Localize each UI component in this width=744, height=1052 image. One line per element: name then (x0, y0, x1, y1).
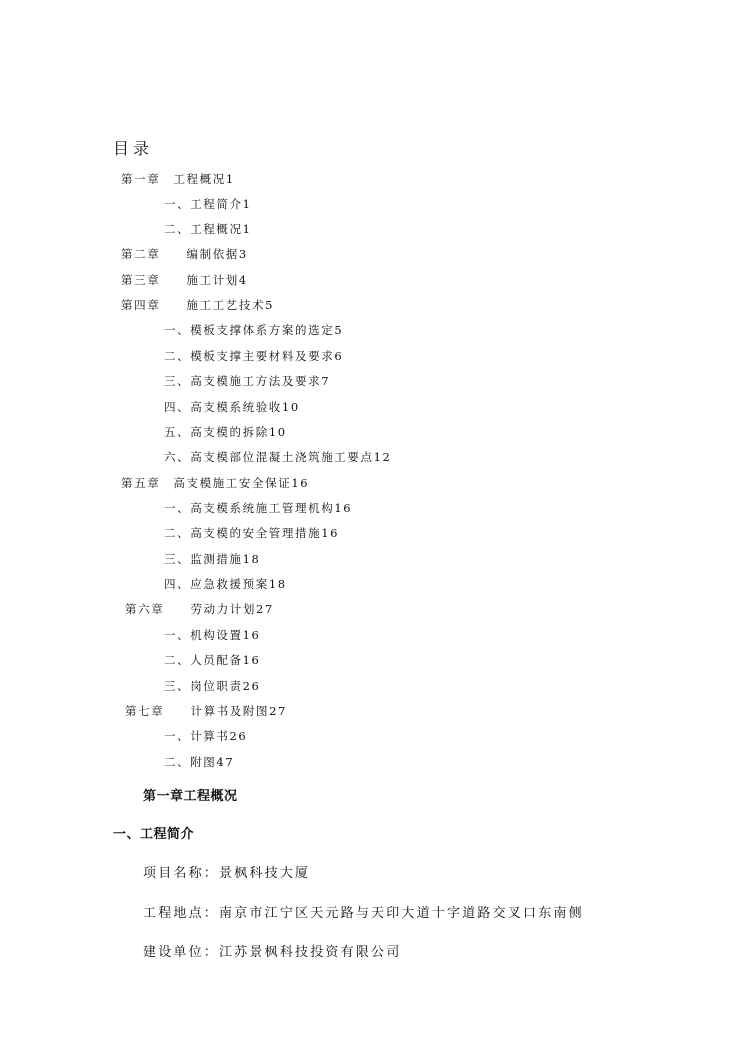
toc-entry-page: 27 (256, 602, 274, 616)
toc-entry-section[interactable] (164, 729, 247, 743)
section-heading: 一、工程简介 (113, 827, 195, 842)
toc-entry-section[interactable] (164, 400, 300, 414)
toc-entry-page: 47 (216, 755, 235, 769)
toc-entry-label: 第七章 计算书及附图 (125, 704, 270, 718)
toc-entry-section[interactable] (164, 501, 352, 515)
toc-entry-label: 一、高支模系统施工管理机构 (164, 501, 335, 515)
toc-entry-page: 1 (242, 197, 252, 211)
toc-entry-page: 6 (334, 349, 344, 363)
toc-entry-label: 五、高支模的拆除 (164, 425, 269, 439)
toc-entry-page: 27 (269, 704, 287, 718)
info-client (143, 941, 401, 960)
toc-entry-label: 二、高支模的安全管理措施 (164, 526, 322, 540)
toc-entry-section[interactable] (164, 755, 234, 769)
toc-entry-chapter-3[interactable] (121, 273, 248, 287)
toc-entry-chapter-5[interactable] (121, 476, 309, 490)
toc-entry-label: 第四章 施工工艺技术 (121, 298, 266, 312)
toc-entry-page: 4 (238, 273, 248, 287)
info-value: 江苏景枫科技投资有限公司 (219, 945, 402, 960)
toc-entry-page: 16 (334, 501, 353, 515)
toc-entry-page: 18 (242, 552, 261, 566)
toc-entry-section[interactable] (164, 450, 391, 464)
toc-entry-section[interactable] (164, 653, 260, 667)
toc-entry-chapter-6[interactable] (125, 602, 274, 616)
info-label: 工程地点： (143, 906, 220, 921)
toc-entry-section[interactable] (164, 323, 343, 337)
toc-entry-label: 四、高支模系统验收 (164, 400, 282, 414)
toc-entry-page: 5 (334, 323, 344, 337)
toc-entry-page: 3 (238, 247, 248, 261)
toc-entry-label: 一、计算书 (164, 729, 230, 743)
toc-entry-label: 第二章 编制依据 (121, 247, 239, 261)
toc-entry-label: 第六章 劳动力计划 (125, 602, 256, 616)
toc-entry-page: 18 (268, 577, 287, 591)
info-project-name (143, 862, 310, 881)
toc-entry-page: 1 (225, 172, 235, 186)
toc-entry-page: 26 (229, 729, 248, 743)
toc-entry-page: 26 (242, 679, 261, 693)
toc-entry-page: 7 (321, 374, 331, 388)
toc-entry-section[interactable] (164, 552, 260, 566)
info-project-location (143, 902, 584, 921)
toc-entry-label: 第三章 施工计划 (121, 273, 239, 287)
toc-entry-label: 二、工程概况 (164, 222, 243, 236)
toc-entry-section[interactable] (164, 425, 287, 439)
toc-entry-label: 四、应急救援预案 (164, 577, 269, 591)
toc-entry-section[interactable] (164, 679, 260, 693)
toc-entry-chapter-7[interactable] (125, 704, 287, 718)
toc-entry-section[interactable] (164, 374, 330, 388)
toc-entry-label: 二、模板支撑主要材料及要求 (164, 349, 335, 363)
toc-entry-page: 10 (268, 425, 287, 439)
toc-entry-chapter-2[interactable] (121, 247, 248, 261)
info-label: 建设单位： (143, 945, 220, 960)
toc-entry-chapter-4[interactable] (121, 298, 274, 312)
info-label: 项目名称： (143, 866, 220, 881)
toc-entry-label: 一、工程简介 (164, 197, 243, 211)
toc-entry-page: 1 (242, 222, 252, 236)
toc-entry-label: 二、附图 (164, 755, 217, 769)
toc-entry-label: 第一章 工程概况 (121, 172, 226, 186)
toc-entry-label: 第五章 高支模施工安全保证 (121, 476, 292, 490)
toc-entry-section[interactable] (164, 577, 287, 591)
toc-entry-label: 一、模板支撑体系方案的选定 (164, 323, 335, 337)
toc-entry-page: 5 (265, 298, 275, 312)
toc-entry-label: 三、高支模施工方法及要求 (164, 374, 322, 388)
toc-entry-label: 二、人员配备 (164, 653, 243, 667)
chapter-heading: 第一章工程概况 (143, 789, 238, 804)
toc-entry-page: 16 (291, 476, 310, 490)
toc-entry-page: 10 (281, 400, 300, 414)
info-value: 景枫科技大厦 (219, 866, 311, 881)
toc-entry-section[interactable] (164, 349, 343, 363)
toc-entry-section[interactable] (164, 526, 339, 540)
toc-entry-label: 六、高支模部位混凝土浇筑施工要点 (164, 450, 374, 464)
toc-title: 目录 (113, 139, 154, 158)
toc-entry-section[interactable] (164, 628, 260, 642)
info-value: 南京市江宁区天元路与天印大道十字道路交叉口东南侧 (219, 906, 584, 921)
toc-entry-section[interactable] (164, 197, 252, 211)
toc-entry-label: 一、机构设置 (164, 628, 243, 642)
toc-entry-page: 16 (242, 653, 261, 667)
toc-entry-page: 16 (242, 628, 261, 642)
toc-entry-label: 三、监测措施 (164, 552, 243, 566)
toc-entry-page: 12 (373, 450, 392, 464)
toc-entry-page: 16 (321, 526, 340, 540)
toc-entry-section[interactable] (164, 222, 252, 236)
toc-entry-chapter-1[interactable] (121, 172, 235, 186)
toc-entry-label: 三、岗位职责 (164, 679, 243, 693)
